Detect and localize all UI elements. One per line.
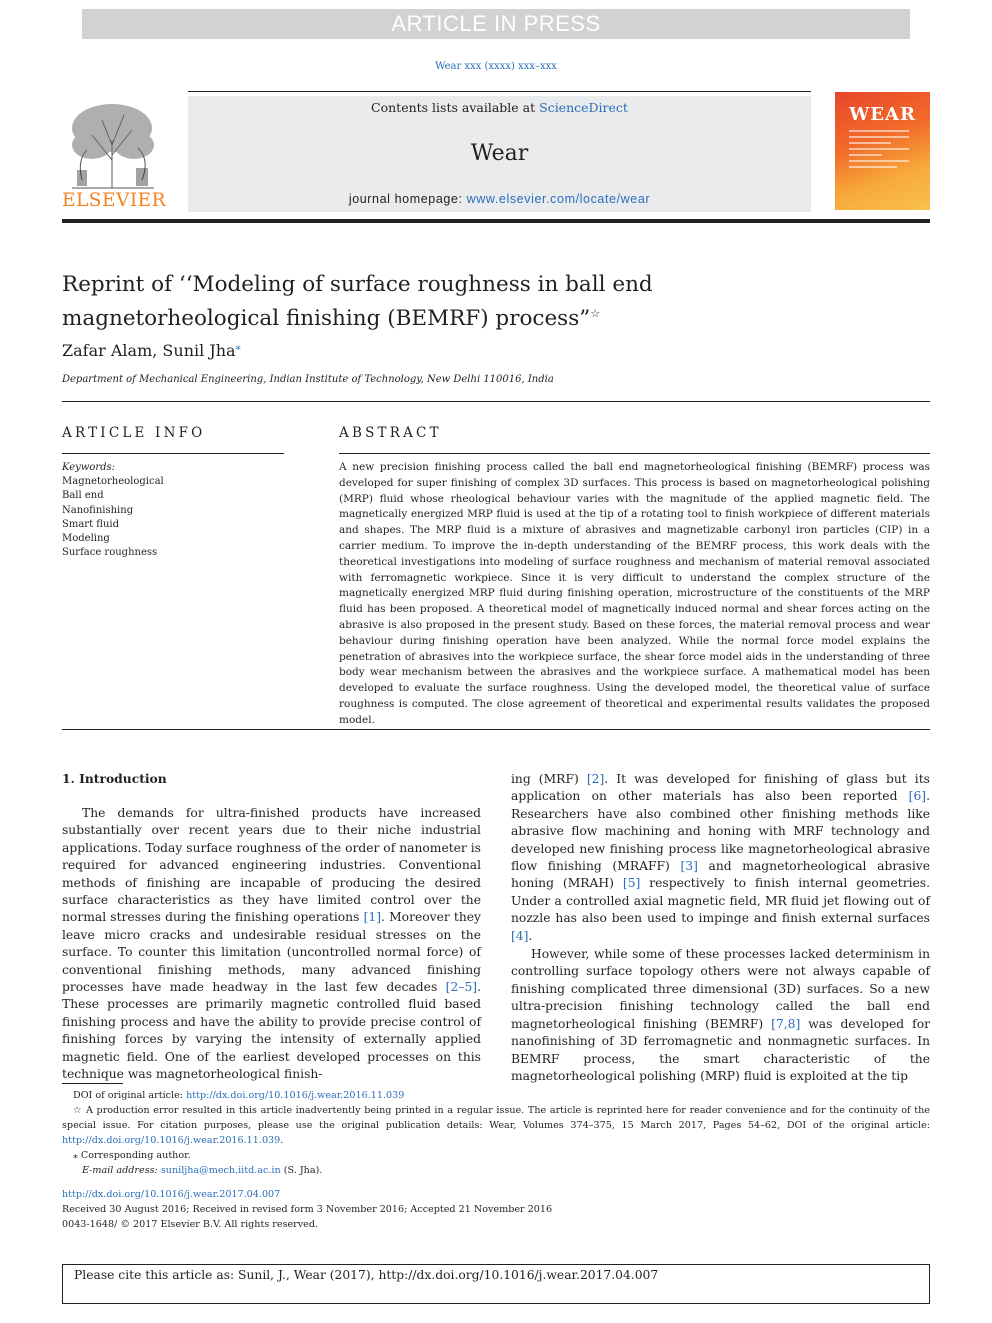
affiliation: Department of Mechanical Engineering, Indian Institute of Technology, New Delhi 110016, India: [62, 374, 554, 385]
citation-link[interactable]: [2–5]: [445, 980, 478, 995]
body-column-left: [62, 805, 481, 1084]
journal-citation-line[interactable]: Wear xxx (xxxx) xxx–xxx: [435, 61, 557, 72]
citation-link[interactable]: [4]: [511, 928, 529, 943]
footnote-rule: [62, 1083, 123, 1084]
citation-link[interactable]: [3]: [680, 859, 698, 874]
corresponding-author-mark[interactable]: ⁎: [235, 341, 241, 353]
abstract-rule: [339, 453, 930, 454]
publication-info: [62, 1187, 552, 1232]
footnote-doi: DOI of original article: http://dx.doi.org/10.1016/j.wear.2016.11.039: [73, 1090, 405, 1101]
citation-link[interactable]: [5]: [622, 876, 641, 891]
keyword-item: Modeling: [62, 533, 110, 545]
cover-title: WEAR: [849, 104, 916, 125]
journal-homepage-link[interactable]: www.elsevier.com/locate/wear: [466, 192, 651, 206]
author-2: Sunil Jha: [162, 341, 236, 360]
cite-this-article-text: Please cite this article as: Sunil, J., Wear (2017), http://dx.doi.org/10.1016/j.wear.2017.04.007: [74, 1268, 659, 1282]
keyword-item: Surface roughness: [62, 547, 158, 559]
abstract-bottom-rule: [62, 729, 930, 730]
footnote-email: E-mail address: suniljha@mech.iitd.ac.in (S. Jha).: [82, 1165, 323, 1176]
body-column-right: [511, 771, 930, 1085]
journal-cover-image: [835, 92, 930, 210]
cover-text-lines: [849, 130, 909, 172]
body-paragraph: ing (MRF) [2]. It was developed for finishing of glass but its application on other materials has also been reported [6]. Researchers have also combined other finishing methods like abrasive flow machining and honing with MRF technology and developed new finishing process like magnetorheological abrasive flow finishing (MRAFF) [3] and magnetorheological abrasive honing (MRAH) [5] respectively to finish internal geometries. Under a controlled axial magnetic field, MR fluid jet flowing out of nozzle has also been used to impinge and finish external surfaces [4].: [511, 772, 931, 943]
title-footnote-star[interactable]: ☆: [590, 307, 601, 320]
article-info-rule: [62, 453, 284, 454]
footnote-reprint: ☆ A production error resulted in this article inadvertently being printed in a regular issue. The article is reprinted here for reader convenience and for the continuity of the special issue. For citation purposes, please use the original publication details: Wear, Volumes 374–375, 15 March 2017, Pages 54–62, DOI of the original article: http://dx.doi.org/10.1016/j.wear.2016.11.039.: [62, 1105, 930, 1146]
keywords-list: [62, 461, 164, 560]
article-doi-link[interactable]: http://dx.doi.org/10.1016/j.wear.2017.04.007: [62, 1189, 281, 1200]
copyright-line: 0043-1648/ © 2017 Elsevier B.V. All rights reserved.: [62, 1219, 319, 1230]
keyword-item: Ball end: [62, 490, 104, 502]
author-list: [62, 341, 241, 360]
citation-link[interactable]: [1]: [363, 910, 381, 925]
cite-this-article-box: [62, 1264, 930, 1304]
contents-line: Contents lists available at ScienceDirect: [371, 100, 628, 115]
keyword-item: Nanofinishing: [62, 504, 134, 516]
sciencedirect-link[interactable]: ScienceDirect: [539, 100, 628, 115]
keyword-item: Smart fluid: [62, 518, 119, 530]
header-thick-rule: [62, 219, 930, 223]
footnotes: [62, 1088, 930, 1178]
article-in-press-banner: ARTICLE IN PRESS: [82, 9, 910, 39]
footnote-corresponding: ⁎ Corresponding author.: [73, 1150, 191, 1161]
citation-link[interactable]: [2]: [586, 772, 605, 786]
publisher-logo-text: ELSEVIER: [62, 190, 167, 211]
section-heading-introduction: 1. Introduction: [62, 771, 167, 786]
journal-homepage-line: journal homepage: www.elsevier.com/locate/wear: [348, 192, 651, 206]
author-email-link[interactable]: suniljha@mech.iitd.ac.in: [160, 1165, 281, 1176]
abstract-heading: ABSTRACT: [339, 425, 442, 441]
author-1: Zafar Alam,: [62, 341, 158, 360]
body-paragraph: The demands for ultra-finished products have increased substantially over recent years due to their niche industrial applications. Today surface roughness of the order of nanometer is required for advanced engineering industries. Conventional methods of finishing are incapable of producing the desired surface characteristics as they have limited control over the normal stresses during the finishing operations [1]. Moreover they leave micro cracks and undesirable residual stresses on the surface. To counter this limitation (uncontrolled normal force) of conventional finishing methods, many advanced finishing processes have made headway in the last few decades [2–5]. These processes are primarily magnetic controlled fluid based finishing process and have the ability to provide precise control of finishing forces by varying the intensity of externally applied magnetic field. One of the earliest developed processes on this technique was magnetorheological finish-: [62, 806, 481, 1082]
history-dates: Received 30 August 2016; Received in revised form 3 November 2016; Accepted 21 November 2016: [62, 1204, 553, 1215]
article-title: Reprint of ‘‘Modeling of surface roughness in ball end magnetorheological finishing (BEMRF) process”☆: [62, 272, 653, 332]
header-top-rule: [188, 91, 811, 92]
citation-link[interactable]: [7,8]: [771, 1016, 801, 1031]
title-bottom-rule: [62, 401, 930, 402]
body-paragraph: However, while some of these processes lacked determinism in controlling surface topology others were not always capable of finishing complicated three dimensional (3D) surfaces. So a new ultra-precision finishing technology called the ball end magnetorheological finishing (BEMRF) [7,8] was developed for nanofinishing of 3D ferromagnetic and nonmagnetic surfaces. In BEMRF process, the smart characteristic of the magnetorheological polishing (MRP) fluid is exploited at the tip: [511, 947, 930, 1083]
citation-link[interactable]: [6]: [908, 789, 927, 804]
article-info-heading: ARTICLE INFO: [62, 425, 206, 441]
original-doi-link[interactable]: http://dx.doi.org/10.1016/j.wear.2016.11.039: [186, 1090, 405, 1101]
keyword-item: Magnetorheological: [62, 476, 164, 488]
keywords-label: Keywords:: [62, 462, 116, 473]
reprint-doi-link[interactable]: http://dx.doi.org/10.1016/j.wear.2016.11.039: [62, 1135, 281, 1146]
journal-title: Wear: [470, 141, 529, 166]
abstract-text: A new precision finishing process called the ball end magnetorheological finishing (BEMRF) process was developed for super finishing of complex 3D surfaces. This process is based on magnetorheological polishing (MRP) fluid whose rheological behaviour varies with the magnitude of the applied magnetic field. The magnetically energized MRP fluid is used at the tip of a rotating tool to finish workpiece of different materials and shapes. The MRP fluid is a mixture of abrasives and magnetizable carbonyl iron particles (CIP) in a carrier medium. To improve the in-depth understanding of the BEMRF process, this work deals with the theoretical investigations into modeling of surface roughness and mechanism of material removal associated with ferromagnetic workpiece. Since it is very difficult to understand the complex structure of the magnetically energized MRP fluid during finishing operation, microstructure of the constituents of the MRP fluid has been proposed. A theoretical model of magnetically induced normal and shear forces acting on the abrasive is also proposed in the present study. Based on these forces, the material removal process and wear behaviour during finishing operation have been analyzed. While the normal force model explains the penetration of abrasives into the workpiece surface, the shear force model aids in the understanding of three body wear mechanism between the abrasives and the workpiece surface. A mathematical model has been developed to evaluate the surface roughness. Using the developed model, the theoretical value of surface roughness is computed. The close agreement of theoretical and experimental results validates the proposed model.: [339, 461, 930, 726]
